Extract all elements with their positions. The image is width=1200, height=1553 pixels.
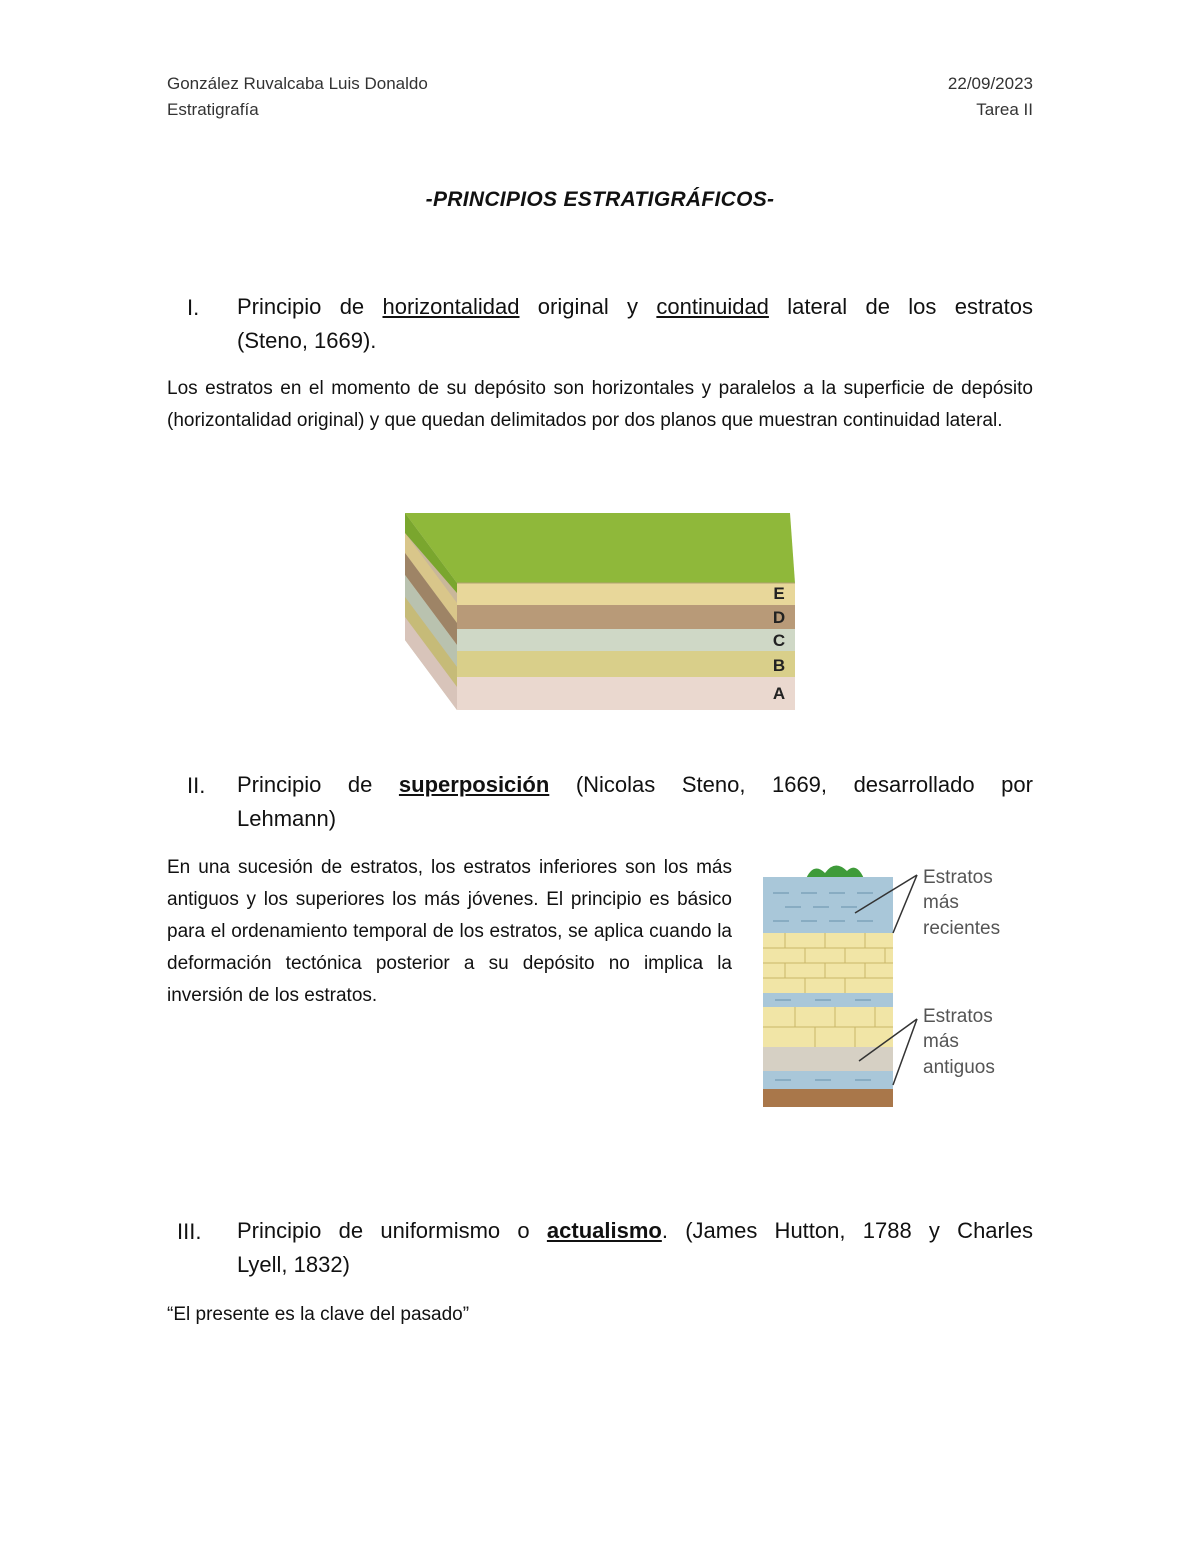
layer-c	[457, 629, 795, 651]
layer-e	[457, 583, 795, 605]
section-2-title	[237, 768, 1033, 836]
section-3-quote: “El presente es la clave del pasado”	[167, 1304, 470, 1325]
assignment-name: Tarea II	[976, 100, 1033, 119]
block-top-grass	[405, 513, 795, 583]
label-recent-line-3: recientes	[923, 918, 1001, 939]
section-1-title-part-c: original y	[519, 294, 657, 319]
section-2-body: En una sucesión de estratos, los estratos inferiores son los más antiguos y los superiores los más jóvenes. El principio es básico para el ordenamiento temporal de los estratos, se aplica cuando la deformación tectónica posterior a su depósito no implica la inversión de los estratos.	[167, 857, 732, 1006]
section-3-term-actualismo: actualismo	[546, 1218, 662, 1243]
superposition-column-diagram	[755, 855, 1015, 1113]
section-1-title-part-a: Principio de	[237, 294, 383, 319]
section-2-title-line-2: Lehmann)	[237, 806, 337, 831]
column-layer-base	[763, 1089, 893, 1107]
stratigraphic-block-diagram	[395, 495, 800, 715]
section-3-number: III.	[177, 1219, 202, 1244]
layer-label-a: A	[772, 684, 786, 703]
layer-b	[457, 651, 795, 677]
column-layer-water-top	[763, 877, 893, 933]
section-2-title-part-a: Principio de	[237, 772, 399, 797]
layer-label-b: B	[772, 656, 786, 675]
section-3-title-line-2: Lyell, 1832)	[237, 1252, 350, 1277]
document-date: 22/09/2023	[947, 74, 1033, 93]
section-1-title-line-2: (Steno, 1669).	[237, 328, 377, 353]
label-ancient-line-1: Estratos	[923, 1006, 993, 1027]
section-1-title-part-e: lateral de los estratos	[768, 294, 1033, 319]
label-recent-line-2: más	[923, 892, 959, 913]
author-name: González Ruvalcaba Luis Donaldo	[167, 74, 428, 93]
section-2-term-superposicion: superposición	[398, 772, 550, 797]
label-recent-line-1: Estratos	[923, 867, 993, 888]
course-name: Estratigrafía	[167, 100, 259, 119]
layer-label-e: E	[773, 584, 785, 603]
layer-label-c: C	[772, 631, 786, 650]
section-2-title-part-c: (Nicolas Steno, 1669, desarrollado por	[549, 772, 1033, 797]
layer-a	[457, 677, 795, 710]
section-1-number: I.	[187, 295, 200, 320]
page-title: -PRINCIPIOS ESTRATIGRÁFICOS-	[425, 188, 775, 211]
layer-d	[457, 605, 795, 629]
section-1-title-line-1	[237, 290, 1033, 324]
section-3-title-part-c: . (James Hutton, 1788 y Charles	[661, 1218, 1033, 1243]
label-ancient-line-3: antiguos	[923, 1057, 995, 1078]
section-3-title-line-1	[237, 1214, 1033, 1248]
label-ancient-line-2: más	[923, 1031, 959, 1052]
layer-label-d: D	[772, 608, 786, 627]
section-3-title	[237, 1214, 1033, 1282]
section-1-term-horizontalidad: horizontalidad	[382, 294, 520, 319]
section-1-term-continuidad: continuidad	[656, 294, 769, 319]
section-1-title	[237, 290, 1033, 358]
section-3-title-part-a: Principio de uniformismo o	[237, 1218, 547, 1243]
section-1-body: Los estratos en el momento de su depósito son horizontales y paralelos a la superficie de depósito (horizontalidad original) y que quedan delimitados por dos planos que muestran continuidad lateral.	[167, 378, 1033, 431]
section-2-title-line-1	[237, 768, 1033, 802]
section-2-number: II.	[187, 773, 206, 798]
